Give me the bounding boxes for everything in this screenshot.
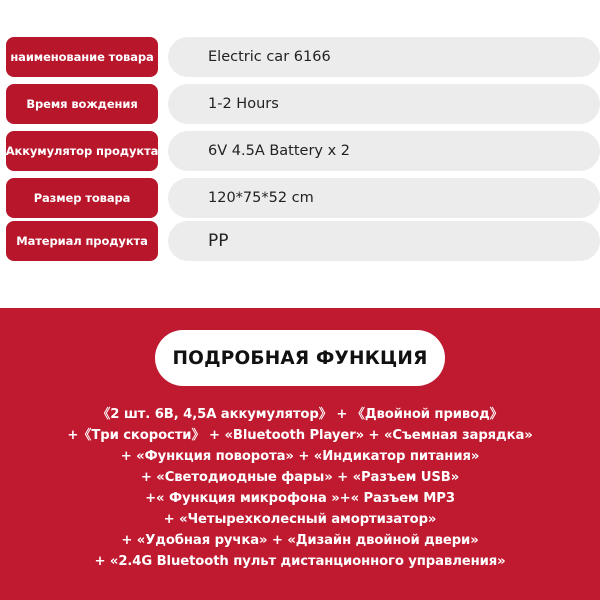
function-line: + «Четырехколесный амортизатор»	[163, 512, 437, 527]
spec-label: Материал продукта	[6, 221, 158, 261]
spec-row-drive-time	[6, 84, 594, 124]
spec-row-material	[6, 221, 594, 261]
function-line: + «Удобная ручка» + «Дизайн двойной двери»	[121, 533, 479, 548]
function-line: + «2.4G Bluetooth пульт дистанционного управления»	[94, 554, 506, 569]
spec-row-size	[6, 178, 594, 218]
function-line: + «Функция поворота» + «Индикатор питания»	[120, 449, 480, 464]
spec-label: наименование товара	[6, 37, 158, 77]
spec-value: 1-2 Hours	[168, 84, 600, 124]
spec-label: Аккумулятор продукта	[6, 131, 158, 171]
function-panel	[0, 308, 600, 600]
spec-label: Время вождения	[6, 84, 158, 124]
function-line: + «Светодиодные фары» + «Разъем USB»	[140, 470, 460, 485]
product-spec-table	[0, 0, 600, 292]
spec-value: PP	[168, 221, 600, 261]
spec-value: 120*75*52 cm	[168, 178, 600, 218]
function-line: +《Три скорости》 + «Bluetooth Player» + «Съемная зарядка»	[67, 428, 533, 443]
spec-row-name	[6, 37, 594, 77]
spec-value: Electric car 6166	[168, 37, 600, 77]
function-list	[0, 404, 600, 572]
function-line: 《2 шт. 6В, 4,5А аккумулятор》 + 《Двойной привод》	[97, 407, 503, 422]
spec-label: Размер товара	[6, 178, 158, 218]
spec-value: 6V 4.5A Battery x 2	[168, 131, 600, 171]
function-title: ПОДРОБНАЯ ФУНКЦИЯ	[155, 330, 445, 386]
spec-row-battery	[6, 131, 594, 171]
function-line: +« Функция микрофона »+« Разъем MP3	[145, 491, 455, 506]
